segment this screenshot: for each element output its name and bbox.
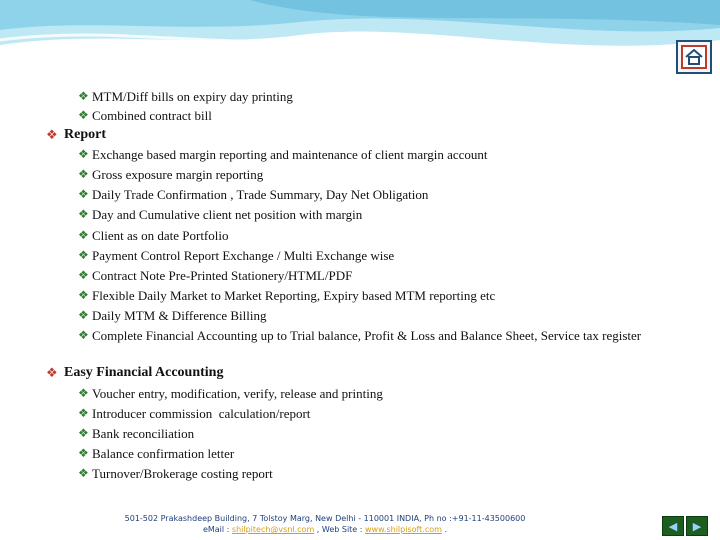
bullet-icon: ❖: [78, 308, 89, 322]
home-button[interactable]: [676, 40, 712, 74]
header-banner: [0, 0, 720, 90]
list-item: ❖ Daily MTM & Difference Billing: [78, 308, 267, 323]
bullet-icon: ❖: [78, 288, 89, 302]
list-item: ❖ Day and Cumulative client net position with margin: [78, 207, 363, 222]
bullet-icon: ❖: [78, 108, 89, 122]
bullet-icon: ❖: [78, 207, 89, 221]
list-item: ❖ Introducer commission calculation/report: [78, 406, 311, 421]
bullet-icon: ❖: [78, 446, 89, 460]
previous-icon: ◀: [668, 519, 678, 533]
list-item: ❖ Combined contract bill: [78, 108, 212, 123]
bullet-icon: ❖: [78, 268, 89, 282]
list-item: ❖ Bank reconciliation: [78, 426, 195, 441]
section-heading-report: ❖ Report: [46, 127, 106, 142]
bullet-icon: ❖: [78, 167, 89, 181]
bullet-icon: ❖: [78, 228, 89, 242]
bullet-icon: ❖: [78, 328, 89, 342]
list-item: ❖ Exchange based margin reporting and maintenance of client margin account: [78, 147, 488, 162]
email-link[interactable]: shilpitech@vsnl.com: [231, 525, 315, 534]
home-icon: [681, 45, 707, 69]
bullet-icon: ❖: [78, 406, 89, 420]
bullet-icon: ❖: [78, 147, 89, 161]
bullet-icon: ❖: [78, 426, 89, 440]
next-icon: ▶: [692, 519, 702, 533]
bullet-icon: ❖: [78, 386, 89, 400]
previous-button[interactable]: [662, 516, 684, 536]
bullet-icon: ❖: [78, 466, 89, 480]
bullet-icon: ❖: [46, 365, 58, 380]
list-item: ❖ Complete Financial Accounting up to Trial balance, Profit & Loss and Balance Sheet, Service tax register: [78, 328, 642, 343]
list-item: ❖ MTM/Diff bills on expiry day printing: [78, 89, 293, 104]
list-item: ❖ Gross exposure margin reporting: [78, 167, 264, 182]
list-item: ❖ Daily Trade Confirmation , Trade Summary, Day Net Obligation: [78, 187, 429, 202]
footer-address: 501-502 Prakashdeep Building, 7 Tolstoy Marg, New Delhi - 110001 INDIA, Ph no :+91-11-43500600: [124, 514, 526, 523]
list-item: ❖ Client as on date Portfolio: [78, 228, 229, 243]
next-button[interactable]: [686, 516, 708, 536]
list-item: ❖ Contract Note Pre-Printed Stationery/HTML/PDF: [78, 268, 353, 283]
bullet-icon: ❖: [46, 127, 58, 142]
list-item: ❖ Voucher entry, modification, verify, release and printing: [78, 386, 383, 401]
list-item: ❖ Payment Control Report Exchange / Multi Exchange wise: [78, 248, 395, 263]
footer: [0, 513, 650, 535]
bullet-icon: ❖: [78, 248, 89, 262]
website-link[interactable]: www.shilpisoft.com: [365, 525, 442, 534]
section-heading-accounting: ❖ Easy Financial Accounting: [46, 365, 224, 380]
bullet-icon: ❖: [78, 89, 89, 103]
list-item: ❖ Flexible Daily Market to Market Reporting, Expiry based MTM reporting etc: [78, 288, 496, 303]
slide-navigation: [662, 516, 708, 536]
footer-contact: eMail : shilpitech@vsnl.com , Web Site : www.shilpisoft.com .: [202, 525, 448, 534]
list-item: ❖ Balance confirmation letter: [78, 446, 235, 461]
list-item: ❖ Turnover/Brokerage costing report: [78, 466, 273, 481]
bullet-icon: ❖: [78, 187, 89, 201]
